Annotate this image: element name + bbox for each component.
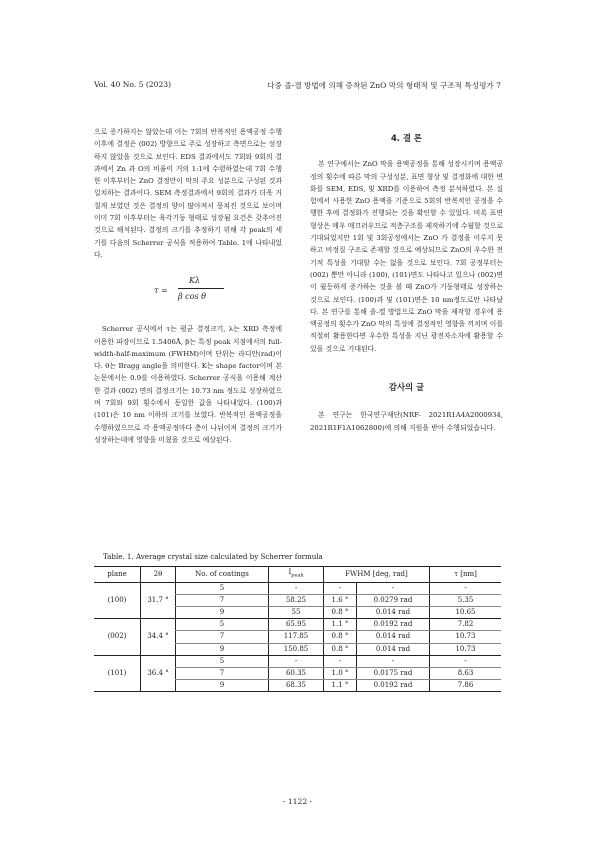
cell-fwhm-deg: - xyxy=(324,655,357,667)
cell-coatings: 9 xyxy=(176,607,269,619)
cell-fwhm-deg: 1.6 ° xyxy=(324,594,357,606)
cell-fwhm-deg: 0.8 ° xyxy=(324,607,357,619)
cell-fwhm-deg: 1.1 ° xyxy=(324,619,357,631)
cell-coatings: 7 xyxy=(176,668,269,680)
table-header-row xyxy=(94,567,501,583)
fraction-bar xyxy=(178,288,224,289)
cell-fwhm-deg: 1.1 ° xyxy=(324,680,357,692)
section-title-acknowledgement: 감사의 글 xyxy=(388,382,425,393)
table-row xyxy=(94,619,501,631)
header-plane: plane xyxy=(94,567,141,583)
cell-fwhm-rad: 0.014 rad xyxy=(356,607,429,619)
cell-fwhm-deg: - xyxy=(324,582,357,594)
table-row xyxy=(94,655,501,667)
cell-fwhm-rad: 0.014 rad xyxy=(356,643,429,655)
cell-tau: - xyxy=(430,655,502,667)
formula-denominator: β cos θ xyxy=(178,292,206,302)
formula-numerator: Kλ xyxy=(189,276,201,286)
right-column xyxy=(310,126,503,434)
cell-coatings: 7 xyxy=(176,594,269,606)
table-row xyxy=(94,582,501,594)
scherrer-formula xyxy=(94,275,282,309)
cell-tau: 7.82 xyxy=(430,619,502,631)
left-column xyxy=(94,126,282,446)
header-ipeak: $I_{peak}$ xyxy=(269,567,324,583)
running-header-volume: Vol. 40 No. 5 (2023) xyxy=(94,80,172,89)
cell-plane: (002) xyxy=(94,619,141,656)
cell-fwhm-deg: 0.8 ° xyxy=(324,631,357,643)
cell-two-theta: 31.7 ° xyxy=(141,582,176,619)
cell-coatings: 5 xyxy=(176,619,269,631)
header-coatings: No. of coatings xyxy=(176,567,269,583)
cell-ipeak: 60.35 xyxy=(269,668,324,680)
cell-fwhm-rad: 0.014 rad xyxy=(356,631,429,643)
cell-tau: 10.65 xyxy=(430,607,502,619)
header-two-theta: 2θ xyxy=(141,567,176,583)
cell-tau: 7.86 xyxy=(430,680,502,692)
section-title-conclusion: 4. 결 론 xyxy=(390,133,423,143)
cell-fwhm-rad: 0.0192 rad xyxy=(356,680,429,692)
acknowledgement-text: 본 연구는 한국연구재단(NRF- 2021R1A4A2000934, 2021R1F1A1062800)에 의해 지원을 받아 수행되었습니다. xyxy=(310,411,503,432)
cell-tau: 8.63 xyxy=(430,668,502,680)
cell-ipeak: - xyxy=(269,582,324,594)
cell-ipeak: - xyxy=(269,655,324,667)
cell-fwhm-rad: 0.0192 rad xyxy=(356,619,429,631)
cell-plane: (100) xyxy=(94,582,141,619)
body-paragraph: 으로 증가하지는 않았는데 이는 7회의 반복적인 용액공정 수행이후에 결정은 ⟨002⟩ 방향으로 주로 성장하고 측면으로는 성장하지 않았을 것으로 보인다. EDS 결과에서도 7회와 9회의 결과에서 Zn 과 O의 비율이 거의 1:1에 수렴하였는데 7회 수행한 이후부터는 ZnO 결정만이 막의 주요 성분으로 구성된 것과 일치하는 결과이다. SEM 측정결과에서 9회의 결과가 더욱 거칠게 보였던 것은 결정의 양이 많아져서 뭉쳐진 것으로 보이며 이미 7회 이후부터는 육각기둥 형태로 성장됨 요건은 갖추어진 것으로 해석된다. 결정의 크기를 추정하기 위해 각 peak의 세기를 다음의 Scherrer 공식을 적용하여 Table. 1에 나타내었다. xyxy=(94,128,282,259)
cell-tau: - xyxy=(430,582,502,594)
cell-fwhm-deg: 1.0 ° xyxy=(324,668,357,680)
cell-coatings: 9 xyxy=(176,680,269,692)
cell-coatings: 5 xyxy=(176,655,269,667)
cell-fwhm-rad: 0.0175 rad xyxy=(356,668,429,680)
table-caption: Table. 1. Average crystal size calculated by Scherrer formula xyxy=(103,552,323,561)
body-paragraph: 본 연구에서는 ZnO 막을 용액공정을 통해 성장시키며 용액공정의 횟수에 따른 막의 구성성분, 표면 형상 및 결정화에 대한 변화를 SEM, EDS, 및 XRD를 이용하여 측정 분석하였다. 본 실험에서 사용한 ZnO 용액을 기준으로 5회의 반복적인 공정을 수행한 후에 결정화가 진행되는 것을 확인할 수 있었다. 비록 표면 형상은 매우 매끄러우므로 적층구조를 제작하기에 수월할 것으로 기대되었지만 1회 및 3회공정에서는 ZnO 가 결정을 이루지 못하고 비정질 구조로 존재할 것으로 예상되므로 ZnO의 우수한 전기적 특성을 기대할 수는 없을 것으로 보인다. 7회 공정부터는 (002) 뿐만 아니라 (100), (101)면도 나타나고 있으나 (002)면이 월등하게 증가하는 것을 볼 때 ZnO가 기둥형태로 성장하는 것으로 보인다. (100)과 및 (101)면은 10 nm정도로만 나타났다. 본 연구를 통해 졸-겔 방법으로 ZnO 막을 제작할 경우에 용액공정의 횟수가 ZnO 막의 특성에 결정적인 영향을 끼치며 이를 적절히 활용한다면 우수한 특성을 지닌 광전자소자에 활용할 수 있을 것으로 기대된다. xyxy=(310,160,503,353)
cell-coatings: 9 xyxy=(176,643,269,655)
cell-ipeak: 58.25 xyxy=(269,594,324,606)
cell-plane: (101) xyxy=(94,655,141,692)
cell-fwhm-deg: 0.8 ° xyxy=(324,643,357,655)
cell-ipeak: 65.95 xyxy=(269,619,324,631)
cell-ipeak: 117.85 xyxy=(269,631,324,643)
page-number: - 1122 - xyxy=(282,797,313,806)
running-header-title: 다중 졸-겔 방법에 의해 증착된 ZnO 막의 형태적 및 구조적 특성평가 7 xyxy=(267,81,501,90)
cell-coatings: 5 xyxy=(176,582,269,594)
crystal-size-table xyxy=(94,566,501,692)
cell-fwhm-rad: - xyxy=(356,655,429,667)
cell-tau: 10.73 xyxy=(430,631,502,643)
cell-ipeak: 150.85 xyxy=(269,643,324,655)
cell-ipeak: 55 xyxy=(269,607,324,619)
cell-tau: 5.35 xyxy=(430,594,502,606)
cell-ipeak: 68.35 xyxy=(269,680,324,692)
cell-tau: 10.73 xyxy=(430,643,502,655)
body-paragraph: Scherrer 공식에서 τ는 평균 결정크기, λ는 XRD 측정에 이용한 파장이므로 1.5406Å, β는 특정 peak 지점에서의 full-width-half-maximum (FWHM)이며 단위는 라디안(rad)이다. θ는 Bragg angle을 의미한다. K는 shape factor이며 본 논문에서는 0.9를 이용하였다. Scherrer 공식을 이용해 계산한 결과 (002) 면의 결정크기는 10.73 nm 정도로 성장하였으며 7회와 9회 횟수에서 동일한 값을 나타내었다. (100)과 (101)은 10 nm 이하의 크기를 보였다. 반복적인 용액공정을 수행하였으므로 각 용액공정마다 층이 나뉘어져 결정의 크기가 성장하는데에 영향을 미쳤을 것으로 예상된다. xyxy=(94,325,282,444)
cell-coatings: 7 xyxy=(176,631,269,643)
header-tau: τ [nm] xyxy=(430,567,502,583)
header-fwhm: FWHM [deg, rad] xyxy=(324,567,430,583)
cell-two-theta: 34.4 ° xyxy=(141,619,176,656)
cell-fwhm-rad: - xyxy=(356,582,429,594)
cell-two-theta: 36.4 ° xyxy=(141,655,176,692)
formula-lhs: τ = xyxy=(154,286,168,296)
cell-fwhm-rad: 0.0279 rad xyxy=(356,594,429,606)
